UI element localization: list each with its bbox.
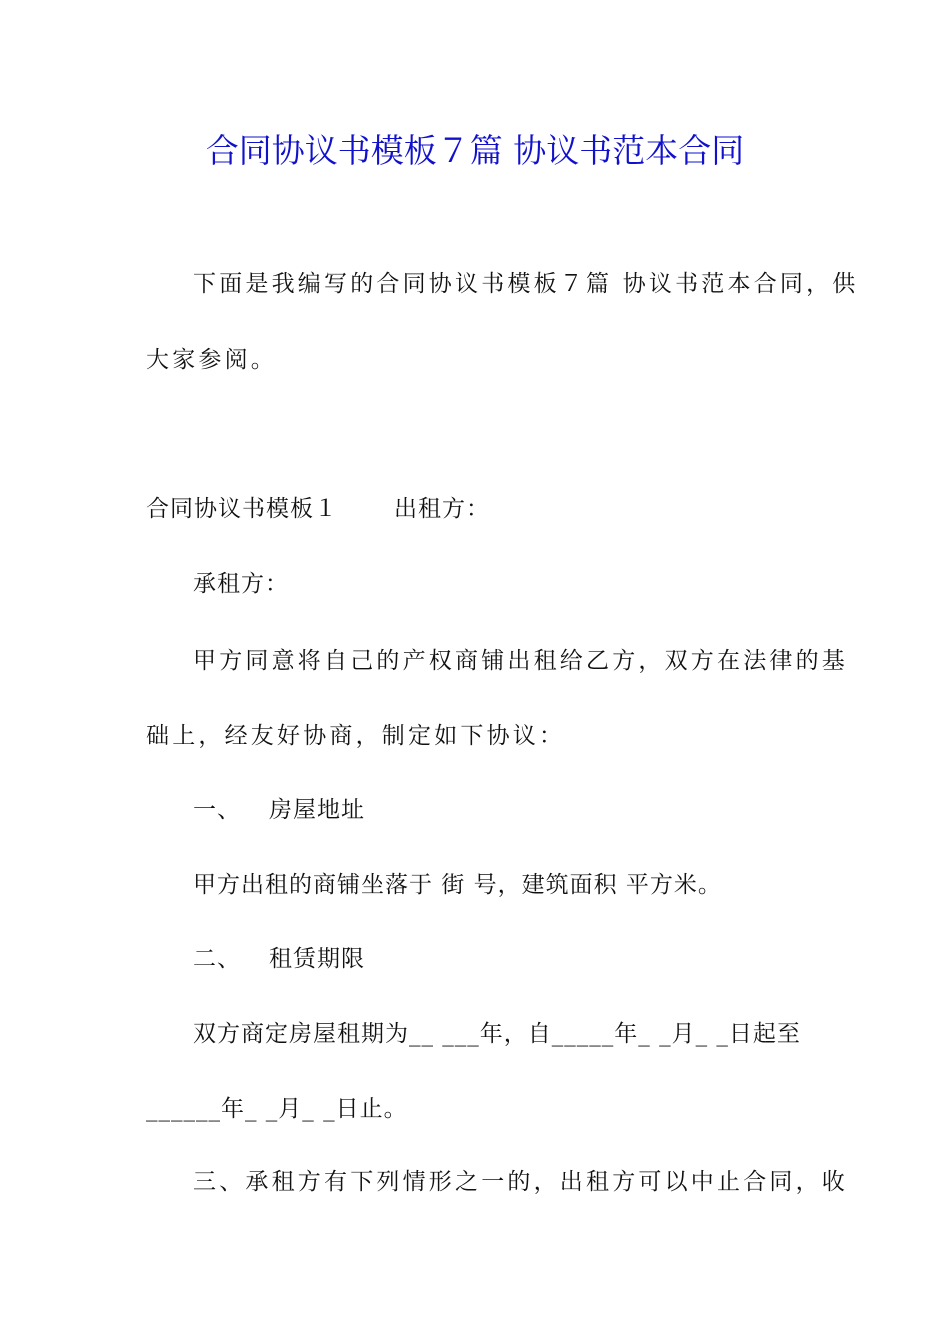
lessor-label: 出租方： — [394, 496, 490, 522]
paragraph-1-line-1: 甲方同意将自己的产权商铺出租给乙方，双方在法律的基 — [193, 648, 848, 674]
paragraph-1-line-2: 础上，经友好协商，制定如下协议： — [146, 723, 566, 749]
item-1-heading — [193, 794, 365, 826]
item-2-number: 二、 — [193, 946, 241, 972]
intro-line-2: 大家参阅。 — [146, 347, 277, 373]
section-heading: 合同协议书模板１ — [146, 496, 338, 522]
intro-line-1: 下面是我编写的合同协议书模板７篇 协议书范本合同，供 — [193, 271, 859, 297]
document-title: 合同协议书模板７篇 协议书范本合同 — [205, 131, 745, 170]
item-2-heading — [193, 943, 365, 975]
item-1-number: 一、 — [193, 797, 241, 823]
item-2-body-line-2: ______年_ _月_ _日止。 — [146, 1096, 408, 1122]
item-1-title: 房屋地址 — [269, 797, 365, 823]
section-heading-row — [146, 493, 490, 525]
item-2-body-line-1: 双方商定房屋租期为__ ___年，自_____年_ _月_ _日起至 — [193, 1021, 801, 1047]
item-1-body: 甲方出租的商铺坐落于 街 号，建筑面积 平方米。 — [193, 872, 722, 898]
item-2-title: 租赁期限 — [269, 946, 365, 972]
lessee-label: 承租方： — [193, 571, 289, 597]
item-3-line-1: 三、承租方有下列情形之一的，出租方可以中止合同，收 — [193, 1169, 848, 1195]
